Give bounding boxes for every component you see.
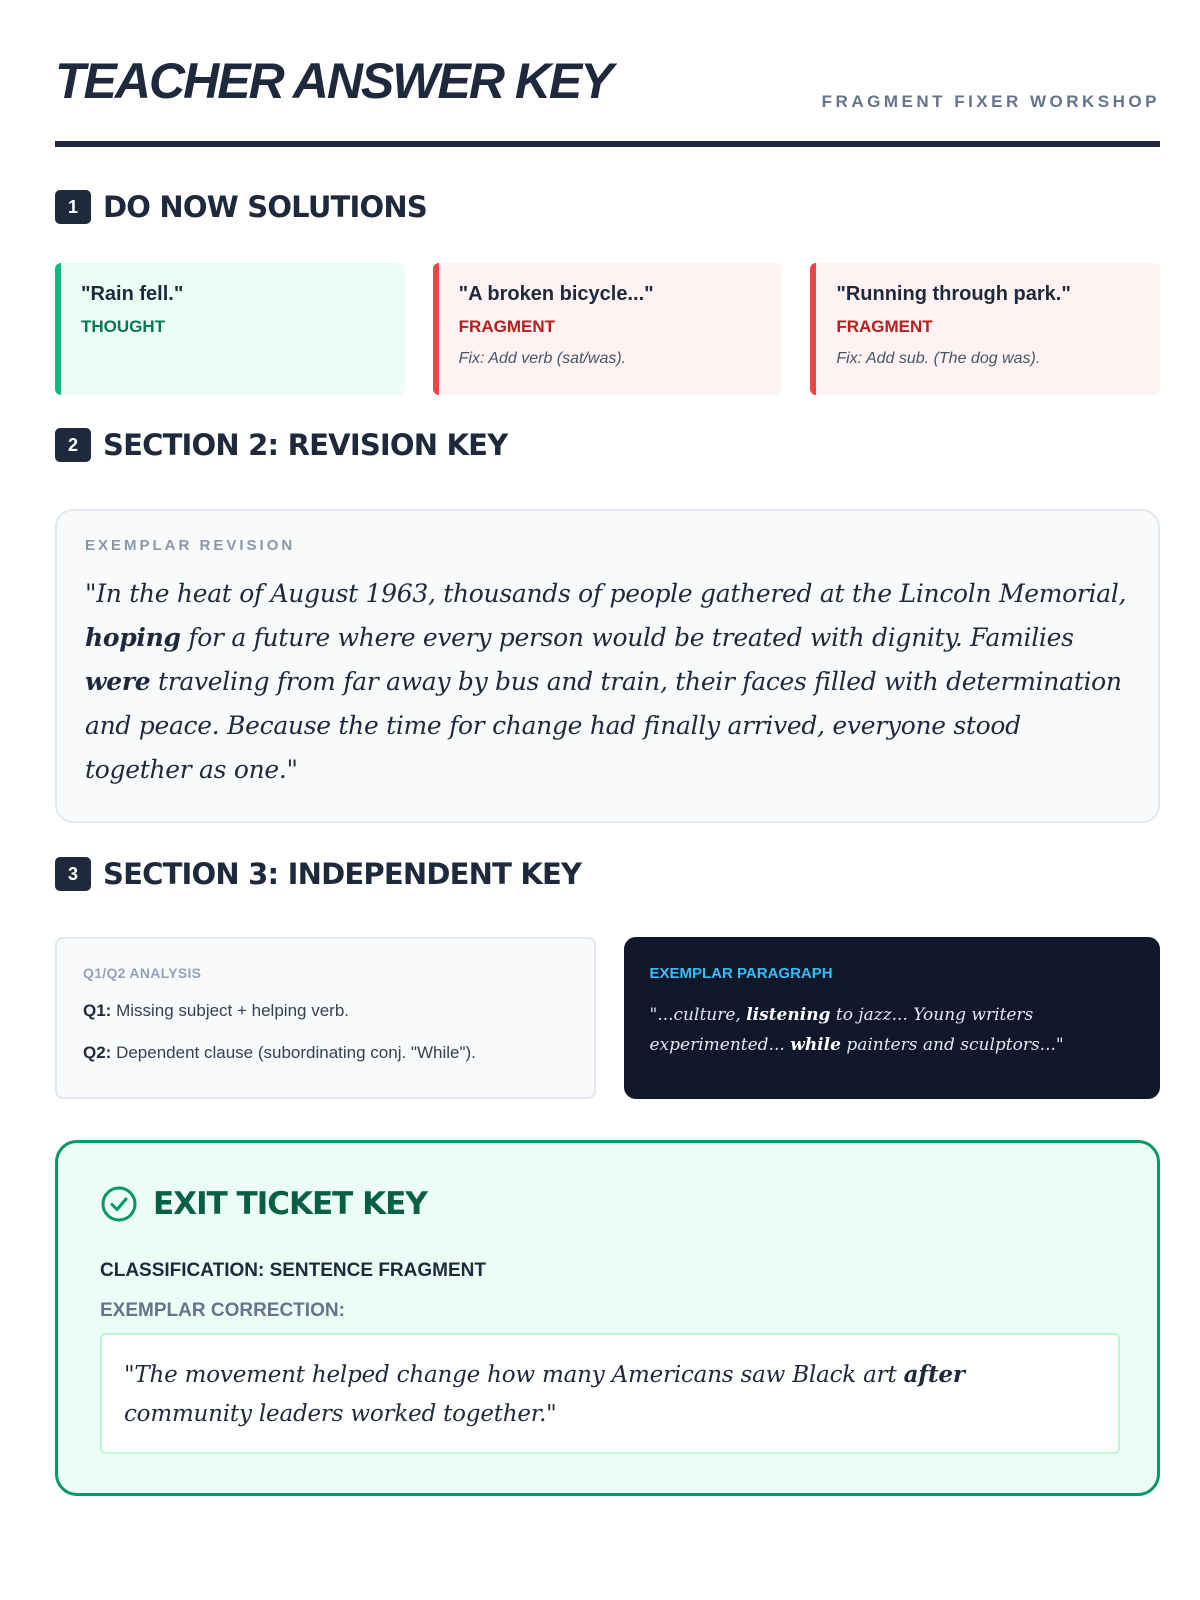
answer-key-page <box>55 0 1160 1427</box>
section-title: SECTION 3: INDEPENDENT KEY <box>103 857 582 891</box>
do-now-card <box>433 263 783 395</box>
exemplar-revision-box <box>55 509 1160 823</box>
card-quote: "Rain fell." <box>81 283 184 305</box>
independent-key-row <box>55 937 1160 1099</box>
card-quote: "A broken bicycle..." <box>458 283 654 305</box>
highlight-word: hoping <box>85 623 181 652</box>
exemplar-paragraph-header: EXEMPLAR PARAGRAPH <box>649 965 833 982</box>
exemplar-correction-text: "The movement helped change how many Americans saw Black art after community leaders worked together." <box>100 1333 1120 1454</box>
card-classification: FRAGMENT <box>836 317 933 336</box>
q2-answer: Q2: Dependent clause (subordinating conj. "While"). <box>83 1043 476 1062</box>
exit-ticket-box <box>55 1140 1160 1496</box>
exemplar-revision-text: "In the heat of August 1963, thousands of people gathered at the Lincoln Memorial, hoping for a future where every person would be treated with dignity. Families were traveling from far away by bus and train, their faces filled with determination and peace. Because the time for change had finally arrived, everyone stood together as one." <box>85 579 1127 784</box>
do-now-card <box>55 263 405 395</box>
card-fix: Fix: Add sub. (The dog was). <box>836 350 1041 367</box>
exit-ticket-heading <box>100 1185 427 1223</box>
page-subtitle: FRAGMENT FIXER WORKSHOP <box>821 92 1160 111</box>
q1-answer: Q1: Missing subject + helping verb. <box>83 1001 349 1020</box>
page-header <box>55 0 1160 150</box>
highlight-word: were <box>85 667 151 696</box>
section-3-heading <box>55 857 581 891</box>
do-now-cards <box>55 263 1160 395</box>
exit-ticket-title: EXIT TICKET KEY <box>153 1186 427 1222</box>
header-divider <box>55 141 1160 147</box>
highlight-word: after <box>903 1361 965 1388</box>
section-title: SECTION 2: REVISION KEY <box>103 428 508 462</box>
do-now-card <box>810 263 1160 395</box>
card-fix: Fix: Add verb (sat/was). <box>458 350 627 367</box>
classification-text: CLASSIFICATION: SENTENCE FRAGMENT <box>100 1260 486 1281</box>
highlight-word: while <box>790 1035 841 1055</box>
section-2-heading <box>55 428 507 462</box>
section-number-badge: 1 <box>55 190 91 224</box>
analysis-header: Q1/Q2 ANALYSIS <box>83 965 202 981</box>
card-classification: FRAGMENT <box>458 317 555 336</box>
exemplar-paragraph-text: "...culture, listening to jazz... Young writers experimented... while painters and sculptors..." <box>649 1005 1064 1055</box>
q1-q2-analysis-card <box>55 937 596 1099</box>
page-title: TEACHER ANSWER KEY <box>55 53 612 109</box>
section-1-heading <box>55 190 427 224</box>
exemplar-paragraph-card <box>624 937 1161 1099</box>
section-number-badge: 2 <box>55 428 91 462</box>
section-title: DO NOW SOLUTIONS <box>103 190 427 224</box>
highlight-word: listening <box>746 1005 831 1025</box>
card-quote: "Running through park." <box>836 283 1071 305</box>
check-circle-icon <box>100 1185 138 1223</box>
exemplar-revision-label: EXEMPLAR REVISION <box>85 537 296 554</box>
card-classification: THOUGHT <box>81 317 166 336</box>
section-number-badge: 3 <box>55 857 91 891</box>
exemplar-correction-label: EXEMPLAR CORRECTION: <box>100 1300 345 1321</box>
